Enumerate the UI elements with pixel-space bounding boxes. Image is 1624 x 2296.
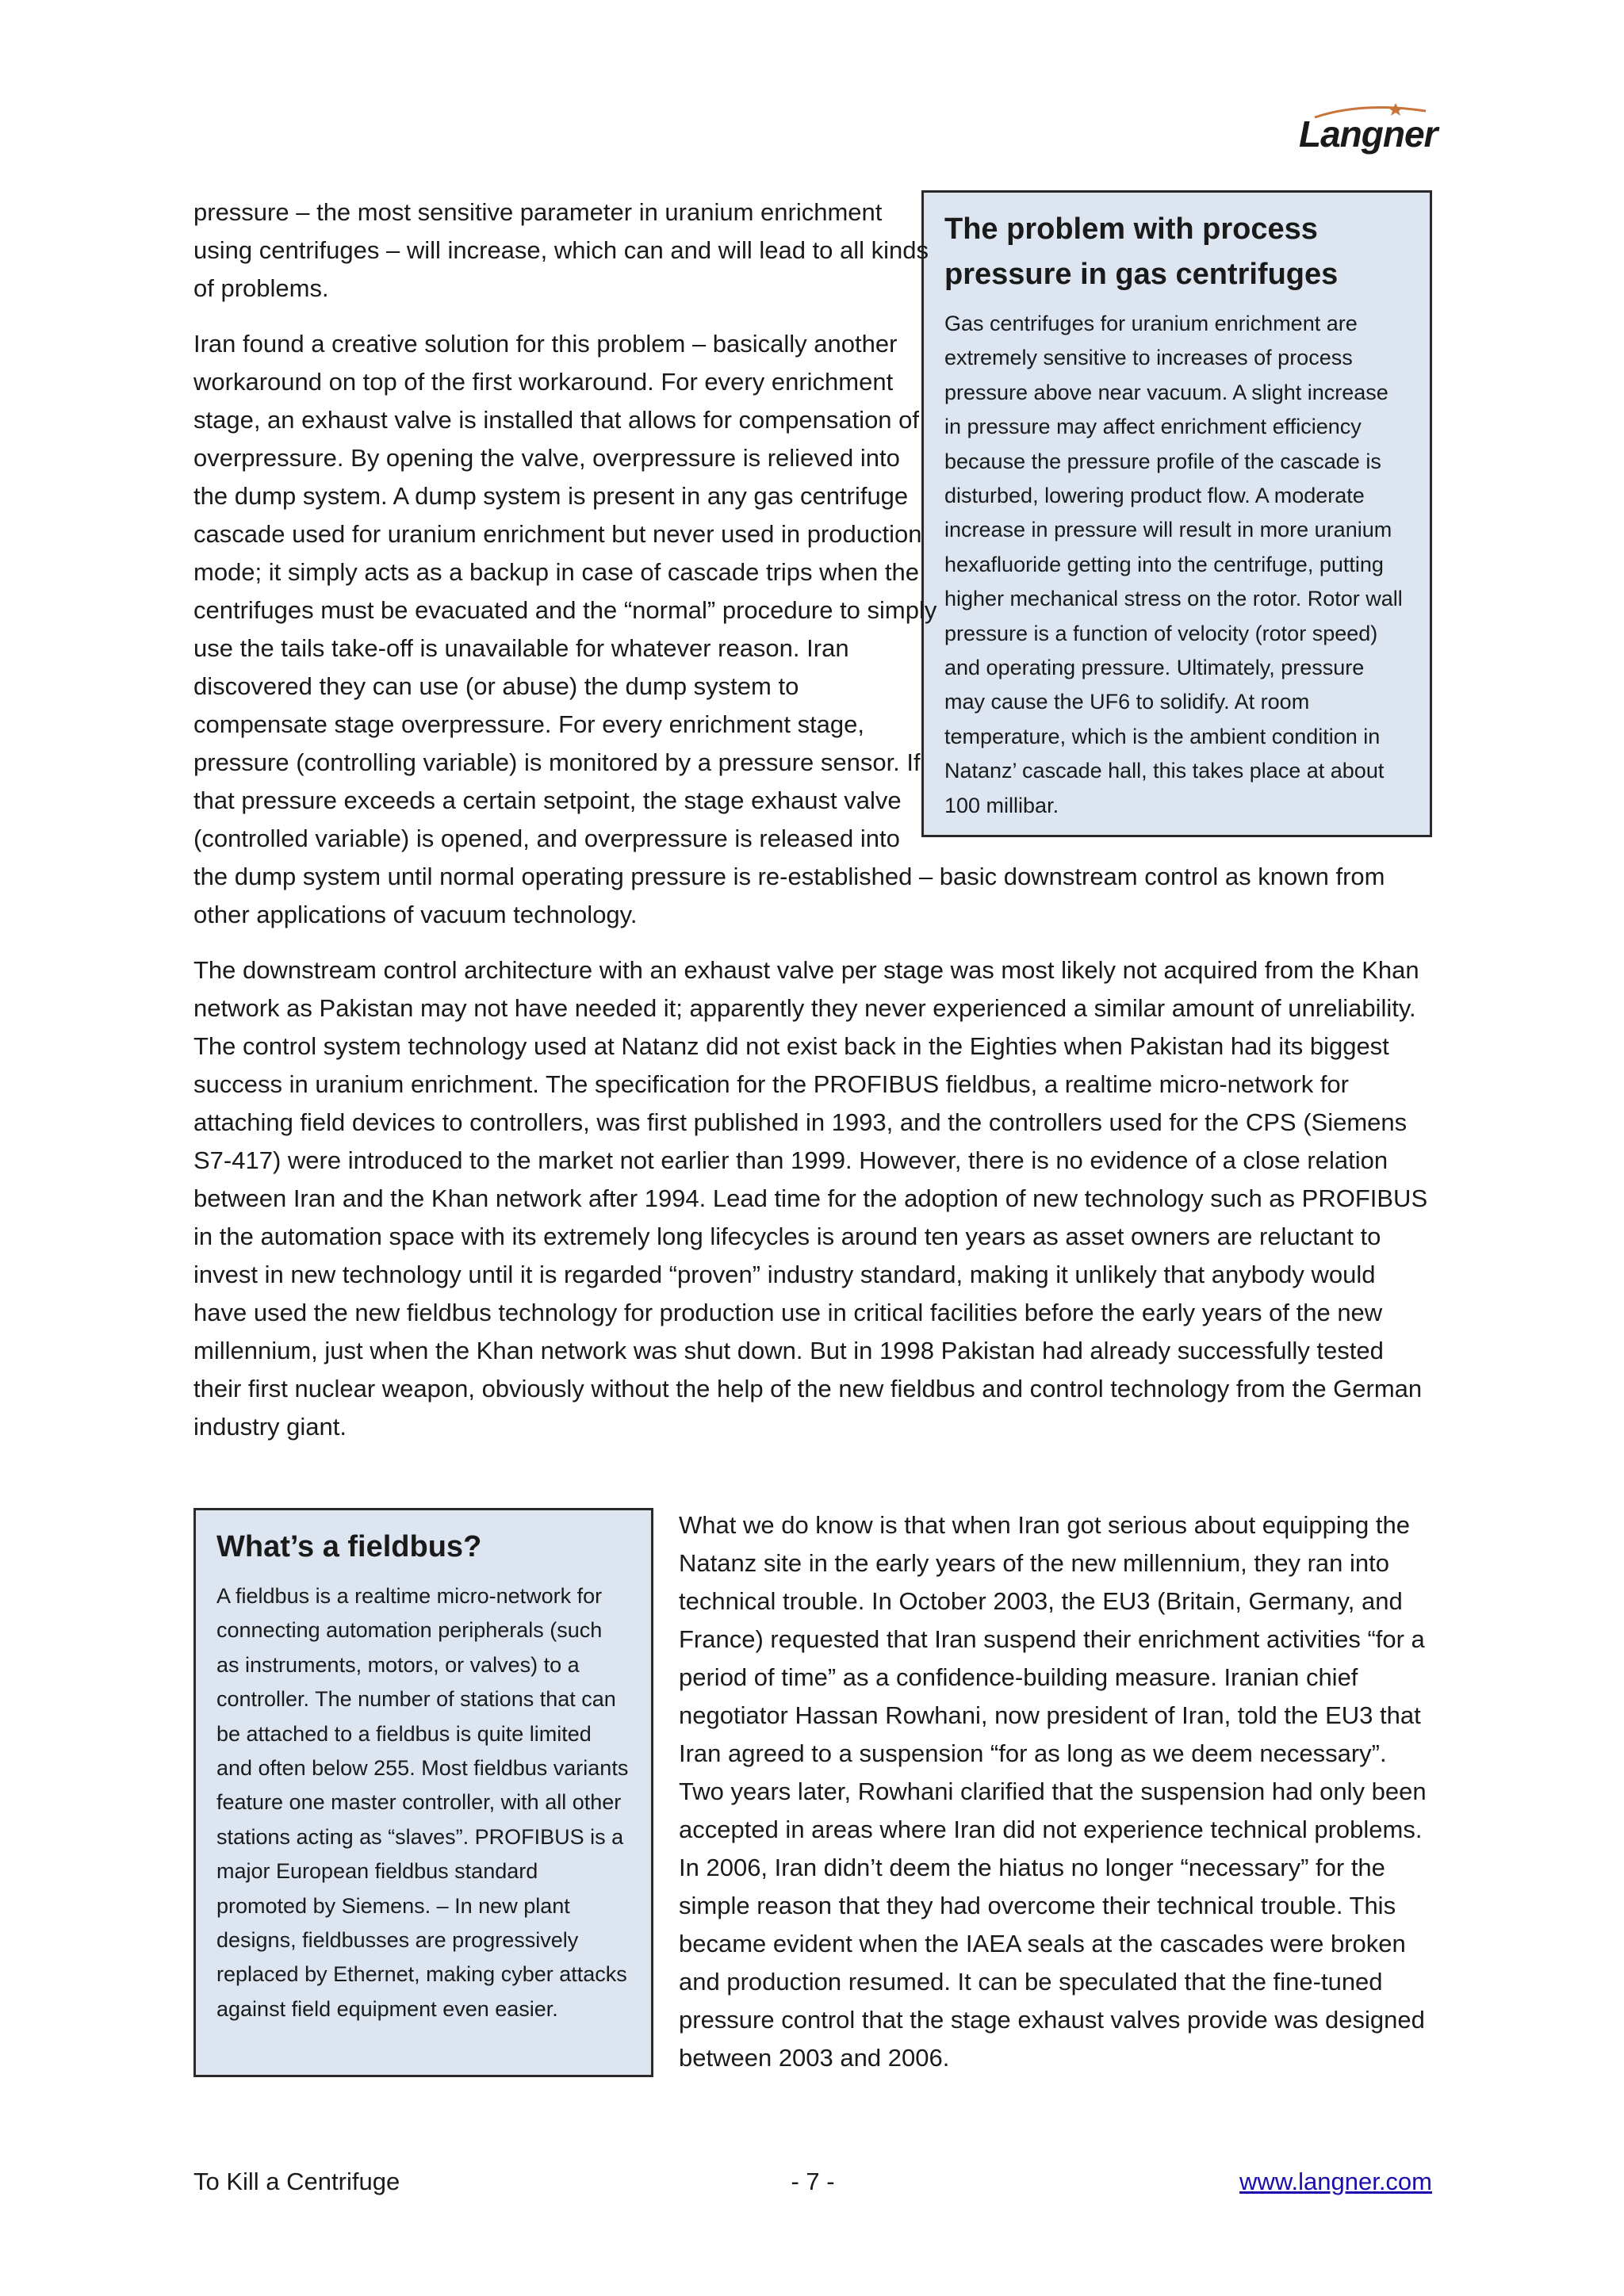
paragraph: pressure – the most sensitive parameter in uranium enrichment using centrifuges – will increase, which can and will lead to all kinds of problems. xyxy=(193,198,929,302)
logo-text: Langner xyxy=(1299,113,1438,155)
footer-website-link[interactable]: www.langner.com xyxy=(1239,2168,1432,2195)
article-body-upper xyxy=(193,193,1431,1464)
sidebar-body: Gas centrifuges for uranium enrichment are extremely sensitive to increases of process pressure above near vacuum. A slight increase in pressure may affect enrichment efficiency because the pressure profile of the cascade is disturbed, lowering product flow. A moderate increase in pressure will result in more uranium hexafluoride getting into the centrifuge, putting higher mechanical stress on the rotor. Rotor wall pressure is a function of velocity (rotor speed) and operating pressure. Ultimately, pressure may cause the UF6 to solidify. At room temperature, which is the ambient condition in Natanz’ cascade hall, this takes place at about 100 millibar. xyxy=(944,312,1403,817)
paragraph: What we do know is that when Iran got serious about equipping the Natanz site in the early years of the new millennium, they ran into technical trouble. In October 2003, the EU3 (Britain, Germany, and France) requested that Iran suspend their enrichment activities “for a period of time” as a confidence-building measure. Iranian chief negotiator Hassan Rowhani, now president of Iran, told the EU3 that Iran agreed to a suspension “for as long as we deem necessary”. Two years later, Rowhani clarified that the suspension had only been accepted in areas where Iran did not experience technical problems. In 2006, Iran didn’t deem the hiatus no longer “necessary” for the simple reason that they had overcome their technical trouble. This became evident when the IAEA seals at the cascades were broken and production resumed. It can be speculated that the fine-tuned pressure control that the stage exhaust valves provide was designed between 2003 and 2006. xyxy=(679,1511,1427,2072)
sidebar-body: A fieldbus is a realtime micro-network for connecting automation peripherals (such as instruments, motors, or valves) to a controller. The number of stations that can be attached to a fieldbus is quite limited and often below 255. Most fieldbus variants feature one master controller, with all other stations acting as “slaves”. PROFIBUS is a major European fieldbus standard promoted by Siemens. – In new plant designs, fieldbusses are progressively replaced by Ethernet, making cyber attacks against field equipment even easier. xyxy=(216,1584,629,2021)
article-body-lower xyxy=(193,1506,1431,2095)
paragraph: The downstream control architecture with an exhaust valve per stage was most likely not acquired from the Khan network as Pakistan may not have needed it; apparently they never experienced a similar amount of unreliability. The control system technology used at Natanz did not exist back in the Eighties when Pakistan had its biggest success in uranium enrichment. The specification for the PROFIBUS fieldbus, a realtime micro-network for attaching field devices to controllers, was first published in 1993, and the controllers used for the CPS (Siemens S7-417) were introduced to the market not earlier than 1999. However, there is no evidence of a close relation between Iran and the Khan network after 1994. Lead time for the adoption of new technology such as PROFIBUS in the automation space with its extremely long lifecycles is around ten years as asset owners are reluctant to invest in new technology until it is regarded “proven” industry standard, making it unlikely that anybody would have used the new fieldbus technology for production use in critical facilities before the early years of the new millennium, just when the Khan network was shut down. But in 1998 Pakistan had already successfully tested their first nuclear weapon, obviously without the help of the new fieldbus and control technology from the German industry giant. xyxy=(193,956,1428,1441)
paragraph: Iran found a creative solution for this problem – basically another workaround on top of the first workaround. For every enrichment stage, an exhaust valve is installed that allows for compensation of overpressure. By opening the valve, overpressure is relieved into the dump system. A dump system is present in any gas centrifuge cascade used for uranium enrichment but never used in production mode; it simply acts as a backup in case of cascade trips when the centrifuges must be evacuated and the “normal” procedure to simply use the tails take-off is unavailable for whatever reason. Iran discovered they can use (or abuse) the dump system to compensate stage overpressure. For every enrichment stage, pressure (controlling variable) is monitored by a pressure sensor. If that pressure exceeds a certain setpoint, the stage exhaust valve (controlled variable) is opened, and overpressure is released into the dump system until normal operating pressure is re-established – basic downstream control as known from other applications of vacuum technology. xyxy=(193,330,1385,928)
footer-doc-title: To Kill a Centrifuge xyxy=(193,2168,400,2195)
sidebar-title: What’s a fieldbus? xyxy=(216,1530,482,1563)
sidebar-title: The problem with process pressure in gas centrifuges xyxy=(944,212,1339,291)
langner-logo xyxy=(1299,101,1438,159)
footer-page-number: - 7 - xyxy=(791,2168,835,2195)
page-footer xyxy=(193,2168,1432,2206)
